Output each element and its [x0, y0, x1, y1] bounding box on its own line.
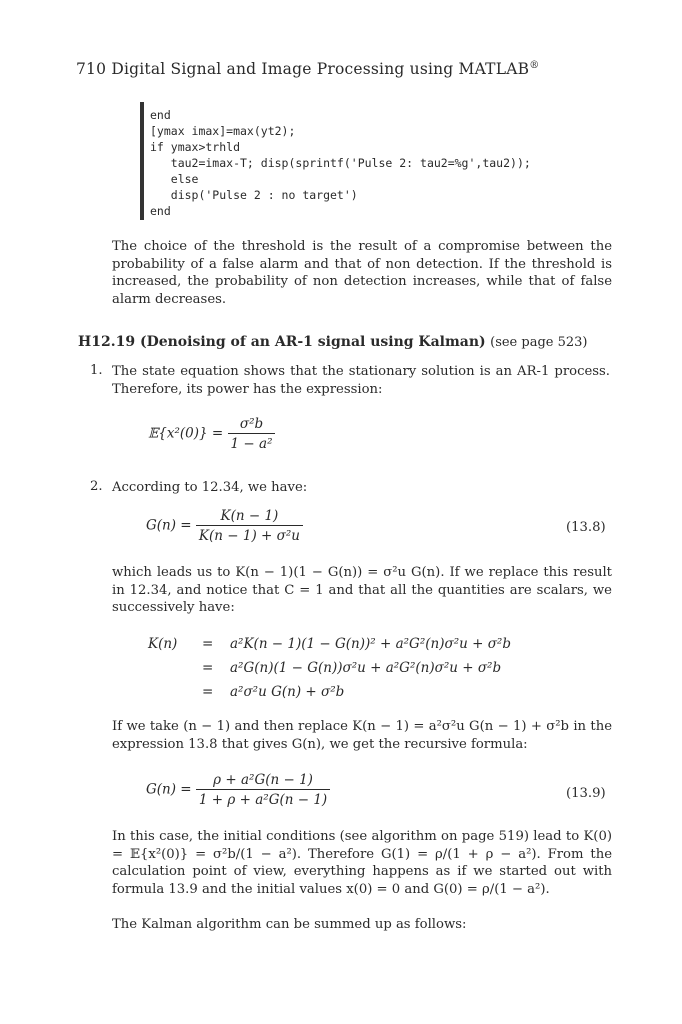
paragraph-recursive: If we take (n − 1) and then replace K(n − 1) = a²σ²u G(n − 1) + σ²b in the expression 13.8 that gives G(n), we get the recursive formula:: [112, 719, 612, 752]
eq-power-numerator: σ²b: [228, 416, 276, 434]
eq-power-denominator: 1 − a²: [230, 436, 273, 452]
code-line: end: [150, 204, 171, 218]
eq-power-fraction: [228, 416, 276, 452]
align-row-rhs: a²σ²u G(n) + σ²b: [230, 684, 345, 700]
code-line: disp('Pulse 2 : no target'): [150, 188, 358, 202]
paragraph-initial: In this case, the initial conditions (see algorithm on page 519) lead to K(0) = 𝔼{x²(0)} = σ²b/(1 − a²). Therefore G(1) = ρ/(1 + ρ − a²). From the calculation point of view, everything happens as if we started out with formula 13.9 and the initial values x(0) = 0 and G(0) = ρ/(1 − a²).: [112, 829, 612, 897]
running-header: [76, 60, 539, 78]
section-title: H12.19 (Denoising of an AR-1 signal using Kalman): [78, 334, 486, 350]
eq-13-9-denominator: 1 + ρ + a²G(n − 1): [198, 792, 328, 808]
align-row-rel: =: [202, 660, 214, 676]
paragraph-threshold: The choice of the threshold is the result of a compromise between the probability of a false alarm and that of non detection. If the threshold is increased, the probability of non detection increases, while that of false alarm decreases.: [112, 239, 612, 307]
align-row-rel: =: [202, 684, 214, 700]
equation-13-8: [146, 508, 303, 544]
section-heading: [78, 334, 588, 350]
paragraph-summary: The Kalman algorithm can be summed up as follows:: [112, 917, 467, 932]
section-see-page: (see page 523): [490, 335, 588, 350]
code-line: if ymax>trhld: [150, 140, 241, 154]
equation-tag-13-8: (13.8): [566, 520, 606, 535]
code-line: tau2=imax-T; disp(sprintf('Pulse 2: tau2=%g',tau2));: [150, 156, 531, 170]
code-line: end: [150, 108, 171, 122]
item1-text: The state equation shows that the stationary solution is an AR-1 process. Therefore, its power has the expression:: [112, 364, 610, 397]
eq-13-8-fraction: [196, 508, 303, 544]
align-row-rhs: a²G(n)(1 − G(n))σ²u + a²G²(n)σ²u + σ²b: [230, 660, 502, 676]
equation-power: [148, 416, 275, 452]
page-number: 710: [76, 60, 107, 79]
item2-text: According to 12.34, we have:: [112, 480, 308, 495]
eq-13-8-lhs: G(n) =: [146, 517, 192, 534]
equation-tag-13-9: (13.9): [566, 786, 606, 801]
eq-13-8-denominator: K(n − 1) + σ²u: [198, 528, 300, 544]
code-line: [ymax imax]=max(yt2);: [150, 124, 296, 138]
book-title: Digital Signal and Image Processing using MATLAB: [111, 60, 530, 79]
eq-13-8-numerator: K(n − 1): [196, 508, 303, 526]
code-line: else: [150, 172, 199, 186]
equation-13-9: [146, 772, 330, 808]
eq-power-lhs: 𝔼{x²(0)} =: [148, 425, 224, 442]
registered-mark: ®: [529, 60, 540, 71]
eq-13-9-fraction: [196, 772, 330, 808]
align-row-rel: =: [202, 636, 214, 652]
item-number: 2.: [90, 479, 103, 494]
paragraph-leads: which leads us to K(n − 1)(1 − G(n)) = σ²u G(n). If we replace this result in 12.34, and notice that C = 1 and that all the quantities are scalars, we successively have:: [112, 565, 612, 615]
align-row-lhs: K(n): [148, 636, 178, 652]
eq-13-9-numerator: ρ + a²G(n − 1): [196, 772, 330, 790]
align-row-rhs: a²K(n − 1)(1 − G(n))² + a²G²(n)σ²u + σ²b: [230, 636, 511, 652]
eq-13-9-lhs: G(n) =: [146, 781, 192, 798]
item-number: 1.: [90, 363, 103, 378]
